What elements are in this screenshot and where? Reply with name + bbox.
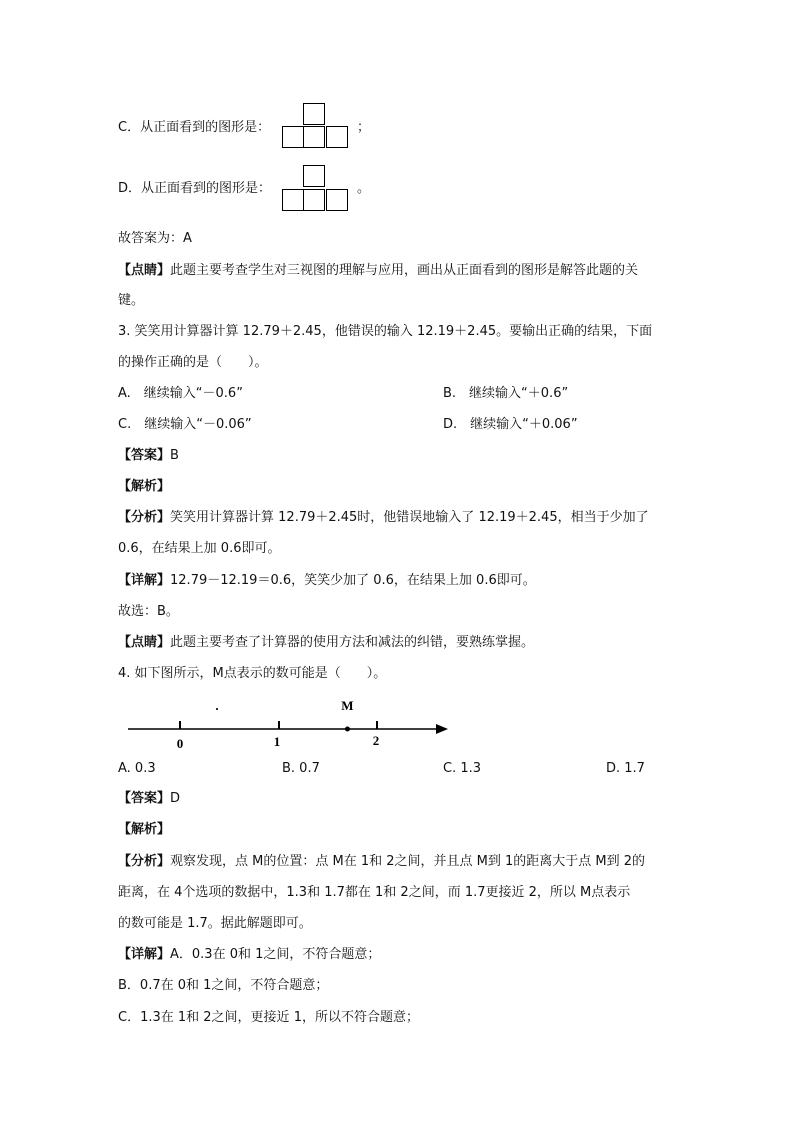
q2-answer-line: 故答案为：A bbox=[118, 231, 192, 246]
q2-option-c bbox=[118, 119, 270, 137]
q3-jiexi: 【解析】 bbox=[118, 479, 171, 494]
q4-answer bbox=[118, 790, 180, 808]
q3-option-b: B. 继续输入“＋0.6” bbox=[443, 386, 569, 401]
q3-option-d: D. 继续输入“＋0.06” bbox=[443, 417, 578, 432]
tick-label-0: 0 bbox=[176, 736, 184, 751]
q2-option-d bbox=[118, 180, 271, 198]
q4-answer-tag: 【答案】 bbox=[118, 791, 171, 806]
q2-option-d-end: 。 bbox=[357, 181, 371, 196]
q3-choose: 故选：B。 bbox=[118, 604, 179, 619]
q3-option-c: C. 继续输入“－0.06” bbox=[118, 417, 252, 432]
q4-option-d: D. 1.7 bbox=[606, 761, 645, 776]
q4-option-c: C. 1.3 bbox=[443, 761, 482, 776]
q3-detail-tag: 【详解】 bbox=[118, 573, 171, 588]
q3-stem-2: 的操作正确的是（ ）。 bbox=[118, 355, 268, 370]
q2-option-c-end: ； bbox=[357, 120, 371, 135]
stray-dot-mark: . bbox=[215, 698, 219, 713]
q4-analysis-3: 的数可能是 1.7。据此解题即可。 bbox=[118, 916, 312, 931]
q4-detail-2: B．0.7在 0和 1之间，不符合题意； bbox=[118, 978, 329, 993]
q2-point-tag: 【点睛】 bbox=[118, 263, 171, 278]
q4-answer-value: D bbox=[170, 791, 181, 806]
q3-analysis-1: 笑笑用计算器计算 12.79＋2.45时，他错误地输入了 12.19＋2.45，相当于少加了 bbox=[170, 510, 649, 525]
q4-jiexi: 【解析】 bbox=[118, 822, 171, 837]
number-line-arrow bbox=[436, 724, 448, 734]
tick-label-1: 1 bbox=[273, 734, 281, 749]
q2-option-c-figure bbox=[282, 103, 352, 150]
q4-detail-1: A．0.3在 0和 1之间，不符合题意； bbox=[170, 947, 381, 962]
q2-option-d-label: D．从正面看到的图形是： bbox=[118, 181, 272, 196]
q4-option-a: A. 0.3 bbox=[118, 761, 156, 776]
q3-point-text: 此题主要考查了计算器的使用方法和减法的纠错，要熟练掌握。 bbox=[170, 635, 535, 650]
q3-detail bbox=[118, 572, 536, 590]
q4-detail-3: C．1.3在 1和 2之间，更接近 1，所以不符合题意； bbox=[118, 1010, 419, 1025]
q2-point bbox=[118, 262, 638, 280]
q4-analysis-2: 距离，在 4个选项的数据中，1.3和 1.7都在 1和 2之间，而 1.7更接近 2，所以 M点表示 bbox=[118, 885, 631, 900]
point-m-dot bbox=[345, 727, 350, 732]
q4-stem: 4. 如下图所示，M点表示的数可能是（ ）。 bbox=[118, 666, 387, 681]
q4-analysis-tag: 【分析】 bbox=[118, 854, 171, 869]
q3-answer bbox=[118, 447, 179, 465]
q3-option-a: A. 继续输入“－0.6” bbox=[118, 386, 243, 401]
q4-detail bbox=[118, 946, 380, 964]
q2-point-text-1: 此题主要考查学生对三视图的理解与应用，画出从正面看到的图形是解答此题的关 bbox=[170, 263, 639, 278]
point-m-label: M bbox=[341, 698, 354, 713]
tick-label-2: 2 bbox=[372, 733, 380, 748]
q4-number-line bbox=[120, 693, 460, 753]
q4-analysis bbox=[118, 853, 645, 871]
q3-answer-value: B bbox=[170, 448, 179, 463]
q3-analysis bbox=[118, 509, 649, 527]
q2-point-text-2: 键。 bbox=[118, 293, 145, 308]
q3-stem-1: 3. 笑笑用计算器计算 12.79＋2.45，他错误的输入 12.19＋2.45。要输出正确的结果，下面 bbox=[118, 324, 653, 339]
q3-answer-tag: 【答案】 bbox=[118, 448, 171, 463]
q3-point bbox=[118, 634, 534, 652]
q3-detail-text: 12.79－12.19＝0.6，笑笑少加了 0.6，在结果上加 0.6即可。 bbox=[170, 573, 536, 588]
q3-analysis-2: 0.6，在结果上加 0.6即可。 bbox=[118, 541, 281, 556]
q3-analysis-tag: 【分析】 bbox=[118, 510, 171, 525]
q4-detail-tag: 【详解】 bbox=[118, 947, 171, 962]
q2-option-c-label: C．从正面看到的图形是： bbox=[118, 120, 271, 135]
q3-point-tag: 【点睛】 bbox=[118, 635, 171, 650]
q4-option-b: B. 0.7 bbox=[282, 761, 320, 776]
q2-option-d-figure bbox=[282, 165, 352, 213]
q4-analysis-1: 观察发现，点 M的位置：点 M在 1和 2之间，并且点 M到 1的距离大于点 M到 2的 bbox=[170, 854, 646, 869]
